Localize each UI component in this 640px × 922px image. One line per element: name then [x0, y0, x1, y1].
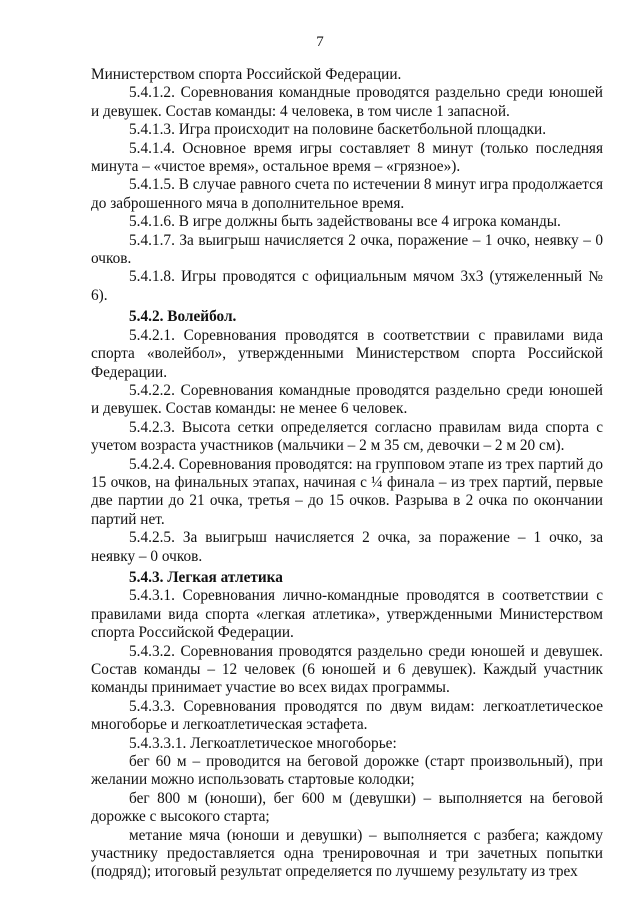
paragraph: 5.4.2.5. За выигрыш начисляется 2 очка, за поражение – 1 очко, за неявку – 0 очков. — [91, 529, 603, 565]
paragraph: 5.4.3.3. Соревнования проводятся по двум видам: легкоатлетическое многоборье и легкоатлетическая эстафета. — [91, 697, 603, 734]
paragraph: 5.4.1.8. Игры проводятся с официальным мячом 3х3 (утяжеленный № 6). — [91, 268, 603, 304]
document-body — [91, 66, 603, 882]
section-heading: 5.4.3. Легкая атлетика — [129, 568, 283, 586]
paragraph: 5.4.2.4. Соревнования проводятся: на групповом этапе из трех партий до 15 очков, на финальных этапах, начиная с ¼ финала – из трех партий, первые две партии до 21 очка, третья – до 15 очков. Разрыва в 2 очка по окончании партий нет. — [91, 455, 603, 528]
paragraph: 5.4.2.2. Соревнования командные проводятся раздельно среди юношей и девушек. Состав команды: не менее 6 человек. — [91, 381, 603, 418]
paragraph: 5.4.3.1. Соревнования лично-командные проводятся в соответствии с правилами вида спорта «легкая атлетика», утвержденными Министерством спорта Российской Федерации. — [91, 587, 603, 642]
paragraph: 5.4.3.2. Соревнования проводятся раздельно среди юношей и девушек. Состав команды – 12 человек (6 юношей и 6 девушек). Каждый участник команды принимает участие во всех видах программы. — [91, 642, 603, 697]
section-heading: 5.4.2. Волейбол. — [129, 308, 237, 326]
paragraph: 5.4.1.2. Соревнования командные проводятся раздельно среди юношей и девушек. Состав команды: 4 человека, в том числе 1 запасной. — [91, 84, 603, 120]
paragraph: 5.4.2.3. Высота сетки определяется согласно правилам вида спорта с учетом возраста участников (мальчики – 2 м 35 см, девочки – 2 м 20 см). — [91, 418, 603, 455]
paragraph: метание мяча (юноши и девушки) – выполняется с разбега; каждому участнику предоставляется одна тренировочная и три зачетных попытки (подряд); итоговый результат определяется по лучшему результату из трех — [91, 826, 603, 881]
paragraph: бег 60 м – проводится на беговой дорожке (старт произвольный), при желании можно использовать стартовые колодки; — [91, 753, 603, 789]
paragraph: бег 800 м (юноши), бег 600 м (девушки) – выполняется на беговой дорожке с высокого старта; — [91, 789, 603, 826]
paragraph: 5.4.3.3.1. Легкоатлетическое многоборье: — [129, 734, 397, 752]
paragraph: 5.4.1.3. Игра происходит на половине баскетбольной площадки. — [129, 121, 547, 139]
paragraph: 5.4.1.4. Основное время игры составляет 8 минут (только последняя минута – «чистое время», остальное время – «грязное»). — [91, 139, 603, 176]
paragraph: 5.4.1.6. В игре должны быть задействованы все 4 игрока команды. — [129, 213, 561, 231]
paragraph: 5.4.2.1. Соревнования проводятся в соответствии с правилами вида спорта «волейбол», утвержденными Министерством спорта Российской Федерации. — [91, 326, 603, 381]
paragraph: Министерством спорта Российской Федерации. — [91, 66, 402, 83]
page-number: 7 — [316, 34, 324, 50]
paragraph: 5.4.1.7. За выигрыш начисляется 2 очка, поражение – 1 очко, неявку – 0 очков. — [91, 231, 603, 268]
paragraph: 5.4.1.5. В случае равного счета по истечении 8 минут игра продолжается до заброшенного мяча в дополнительное время. — [91, 176, 603, 212]
